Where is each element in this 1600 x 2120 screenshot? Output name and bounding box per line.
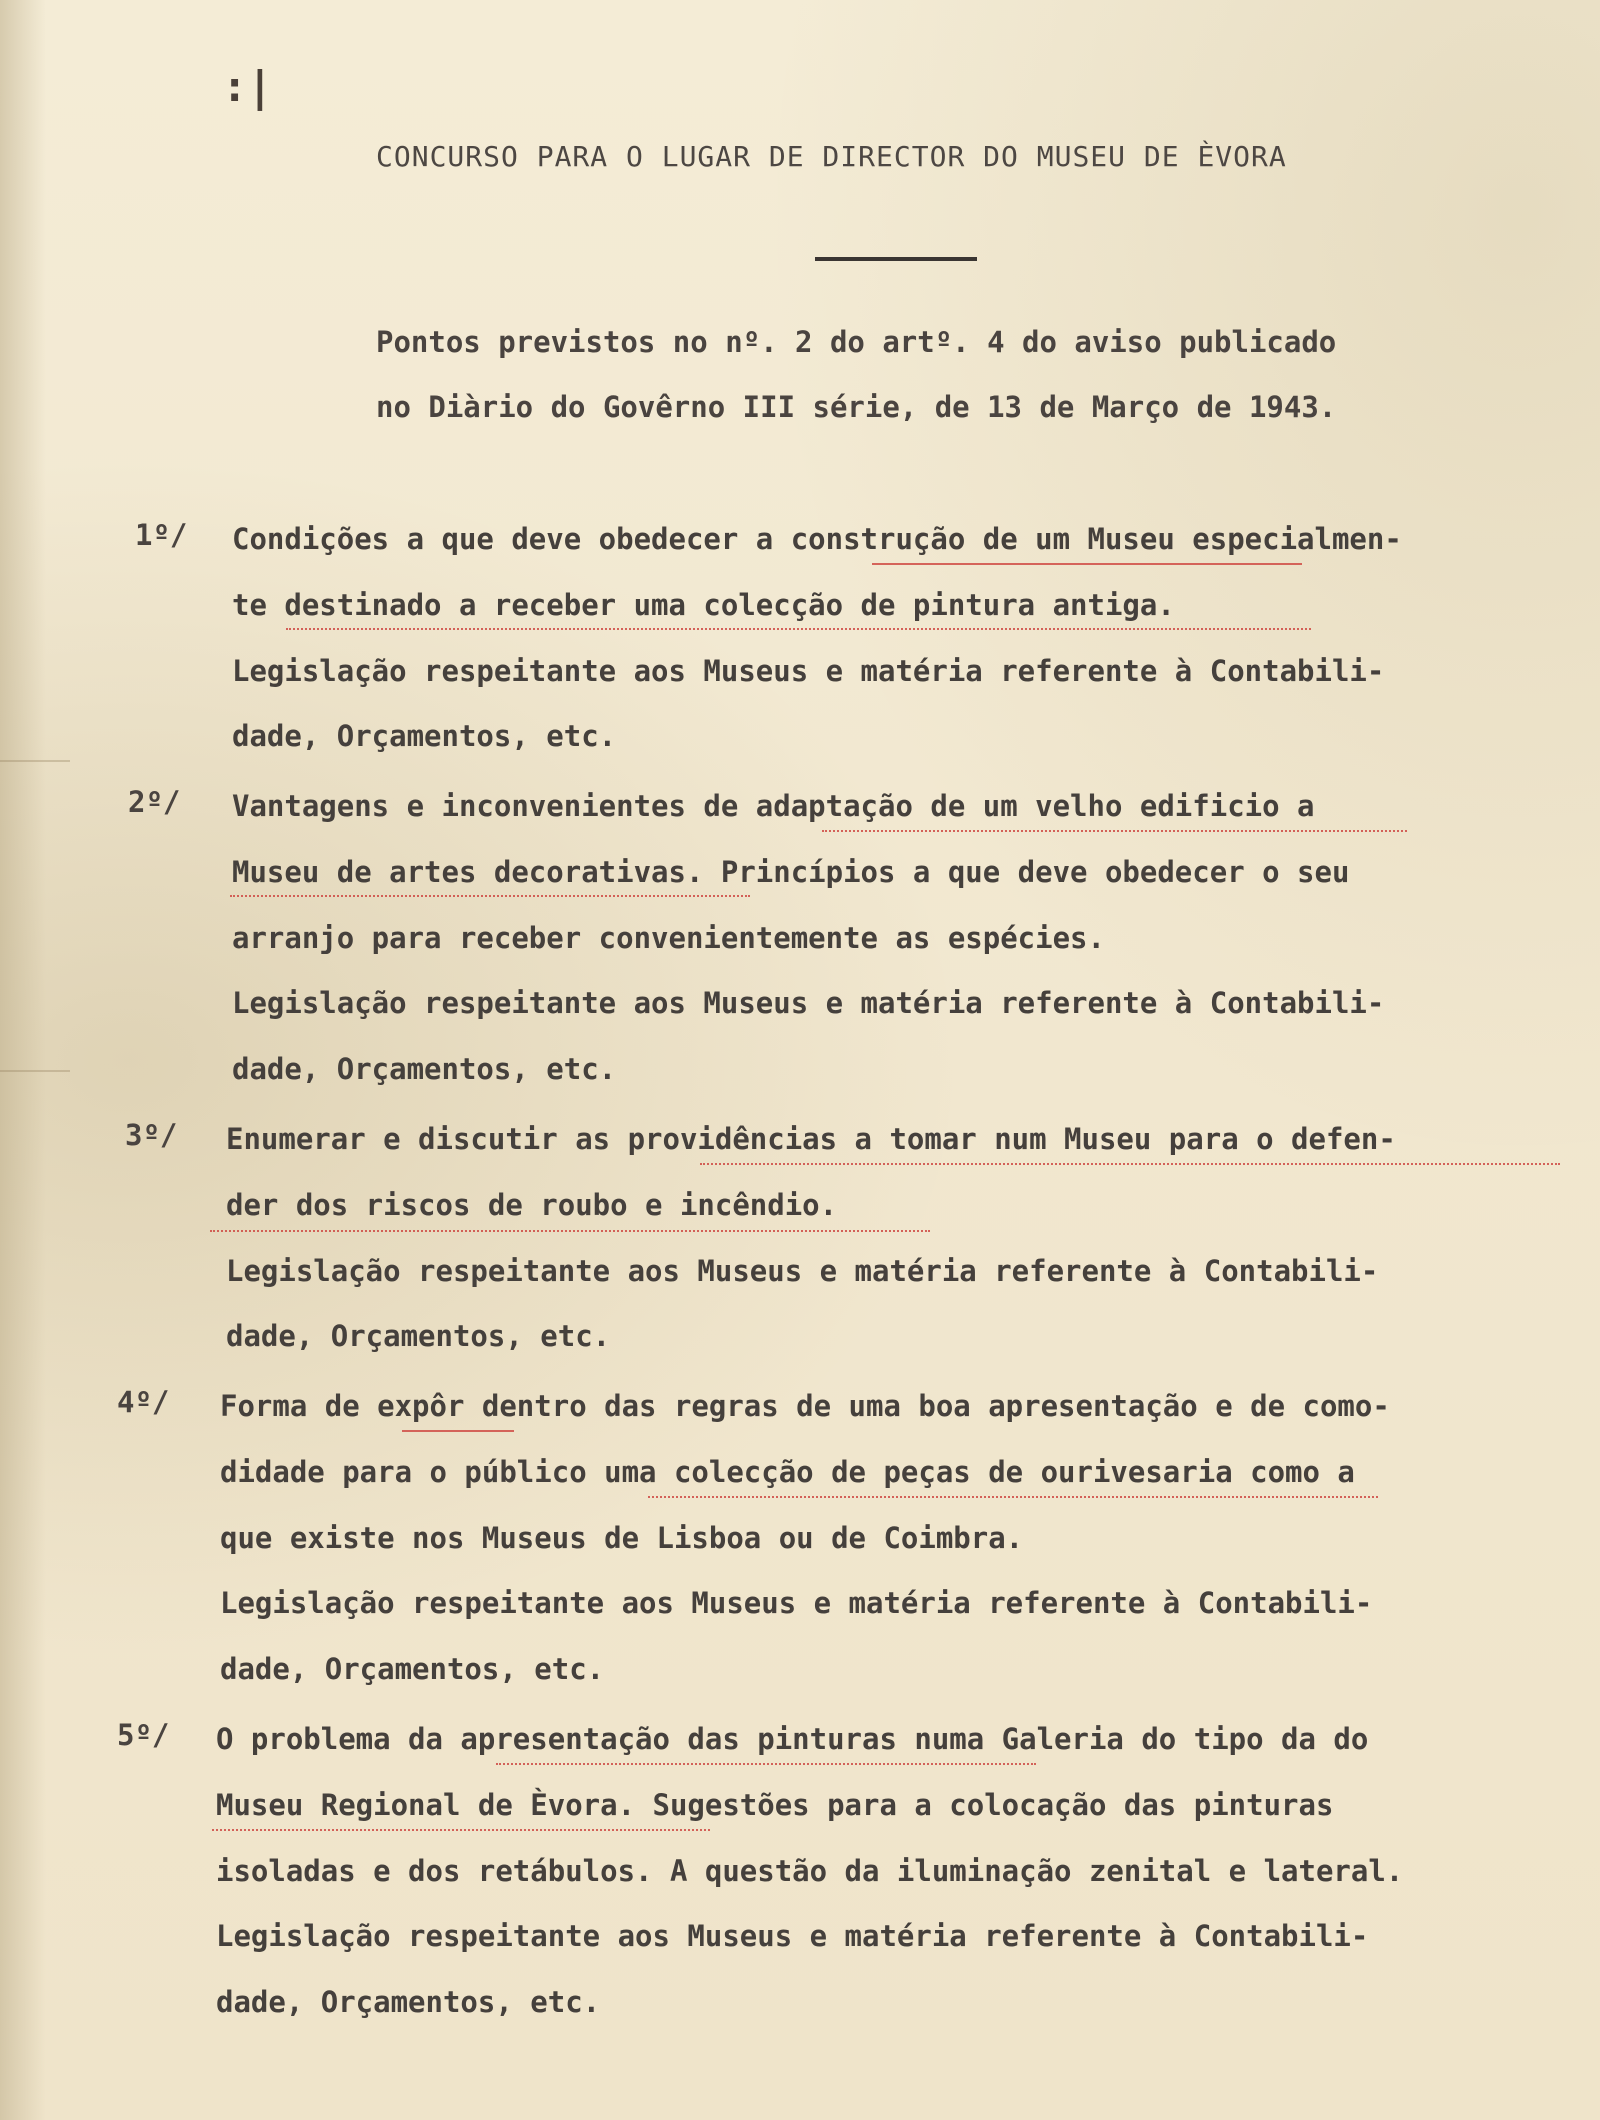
point-5-line-5: dade, Orçamentos, etc. [216, 1985, 601, 2019]
point-3-line-3: Legislação respeitante aos Museus e matéria referente à Contabili- [226, 1254, 1379, 1288]
red-underline [402, 1430, 514, 1432]
red-underline [822, 830, 1407, 832]
point-1-line-2: te destinado a receber uma colecção de pintura antiga. [232, 588, 1175, 622]
red-underline [286, 628, 1311, 630]
red-underline [210, 1230, 930, 1232]
point-4-line-3: que existe nos Museus de Lisboa ou de Coimbra. [220, 1521, 1024, 1555]
point-3-line-1: Enumerar e discutir as providências a tomar num Museu para o defen- [226, 1122, 1396, 1156]
point-5-line-3: isoladas e dos retábulos. A questão da iluminação zenital e lateral. [216, 1854, 1404, 1888]
point-4-line-1: Forma de expôr dentro das regras de uma boa apresentação e de como- [220, 1389, 1390, 1423]
intro-line-2: no Diàrio do Govêrno III série, de 13 de Março de 1943. [376, 390, 1337, 424]
intro-line-1: Pontos previstos no nº. 2 do artº. 4 do aviso publicado [376, 325, 1337, 359]
red-underline [700, 1163, 1560, 1165]
point-4-line-4: Legislação respeitante aos Museus e matéria referente à Contabili- [220, 1586, 1373, 1620]
point-4-line-2: didade para o público uma colecção de peças de ourivesaria como a [220, 1455, 1355, 1489]
paper-edge-shadow [0, 0, 46, 2120]
point-2-line-3: arranjo para receber convenientemente as espécies. [232, 921, 1105, 955]
point-3-number: 3º/ [125, 1118, 178, 1152]
point-1-line-3: Legislação respeitante aos Museus e matéria referente à Contabili- [232, 654, 1385, 688]
point-3-line-4: dade, Orçamentos, etc. [226, 1319, 611, 1353]
point-4-number: 4º/ [117, 1385, 170, 1419]
document-title: CONCURSO PARA O LUGAR DE DIRECTOR DO MUSEU DE ÈVORA [376, 140, 1287, 173]
point-2-line-4: Legislação respeitante aos Museus e matéria referente à Contabili- [232, 986, 1385, 1020]
point-5-line-1: O problema da apresentação das pinturas numa Galeria do tipo da do [216, 1722, 1369, 1756]
point-3-line-2: der dos riscos de roubo e incêndio. [226, 1188, 838, 1222]
point-2-line-5: dade, Orçamentos, etc. [232, 1052, 617, 1086]
point-1-number: 1º/ [135, 518, 188, 552]
point-2-line-2: Museu de artes decorativas. Princípios a que deve obedecer o seu [232, 855, 1350, 889]
red-underline [212, 1829, 710, 1831]
point-1-line-1: Condições a que deve obedecer a construção de um Museu especialmen- [232, 522, 1402, 556]
title-underline [815, 257, 977, 261]
red-underline [496, 1763, 1036, 1765]
point-1-line-4: dade, Orçamentos, etc. [232, 719, 617, 753]
point-5-line-2: Museu Regional de Èvora. Sugestões para a colocação das pinturas [216, 1788, 1334, 1822]
point-5-line-4: Legislação respeitante aos Museus e matéria referente à Contabili- [216, 1919, 1369, 1953]
paper-fold-line [0, 1070, 70, 1072]
red-underline [230, 895, 750, 897]
red-underline [872, 563, 1302, 565]
paper-fold-line [0, 760, 70, 762]
point-5-number: 5º/ [117, 1718, 170, 1752]
point-4-line-5: dade, Orçamentos, etc. [220, 1652, 605, 1686]
point-2-line-1: Vantagens e inconvenientes de adaptação de um velho edificio a [232, 789, 1315, 823]
point-2-number: 2º/ [128, 785, 181, 819]
red-underline [648, 1496, 1378, 1498]
top-mark: :| [222, 62, 273, 111]
